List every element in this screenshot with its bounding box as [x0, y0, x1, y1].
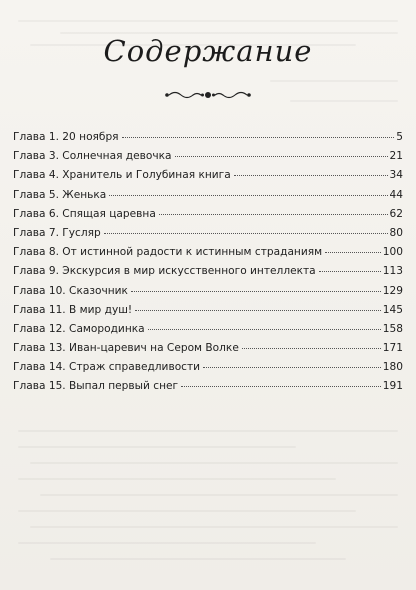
toc-entry[interactable] [13, 377, 403, 396]
toc-entry-page: 80 [389, 226, 403, 239]
show-through-line [18, 446, 296, 448]
show-through-line [18, 510, 356, 512]
toc-entry[interactable] [13, 320, 403, 339]
show-through-line [30, 526, 398, 528]
toc-entry[interactable] [13, 166, 403, 185]
dot-leader [104, 233, 388, 234]
show-through-line [18, 542, 316, 544]
show-through-line [18, 478, 336, 480]
toc-entry[interactable] [13, 243, 403, 262]
dot-leader [181, 386, 381, 387]
dot-leader [122, 137, 395, 138]
toc-entry-title: Глава 9. Экскурсия в мир искусственного интеллекта [13, 265, 316, 278]
show-through-line [30, 462, 398, 464]
toc-entry-title: Глава 7. Гусляр [13, 226, 101, 239]
toc-entry-title: Глава 13. Иван-царевич на Сером Волке [13, 342, 239, 355]
toc-entry-title: Глава 15. Выпал первый снег [13, 380, 179, 393]
toc-entry-title: Глава 8. От истинной радости к истинным страданиям [13, 246, 323, 259]
toc-entry-page: 158 [382, 322, 403, 335]
toc-entry-title: Глава 5. Женька [13, 188, 107, 201]
toc-entry[interactable] [13, 224, 403, 243]
toc-entry-page: 21 [389, 150, 403, 163]
toc-entry[interactable] [13, 128, 403, 147]
toc-entry-title: Глава 6. Спящая царевна [13, 207, 156, 220]
toc-entry[interactable] [13, 262, 403, 281]
show-through-line [40, 494, 398, 496]
dot-leader [148, 329, 381, 330]
show-through-line [50, 558, 346, 560]
toc-entry-page: 180 [382, 361, 403, 374]
show-through-line [290, 100, 398, 102]
toc-entry[interactable] [13, 301, 403, 320]
toc-entry-title: Глава 3. Солнечная девочка [13, 150, 172, 163]
dot-leader [234, 175, 388, 176]
dot-leader [175, 156, 388, 157]
toc-entry-page: 100 [382, 246, 403, 259]
toc-entry[interactable] [13, 282, 403, 301]
toc-entry-page: 171 [382, 342, 403, 355]
dot-leader [325, 252, 381, 253]
toc-entry-title: Глава 4. Хранитель и Голубиная книга [13, 169, 231, 182]
toc-entry[interactable] [13, 147, 403, 166]
flourish-ornament-icon [163, 88, 253, 102]
table-of-contents [13, 128, 403, 397]
toc-entry-title: Глава 10. Сказочник [13, 284, 128, 297]
toc-entry-title: Глава 14. Страж справедливости [13, 361, 201, 374]
dot-leader [131, 291, 381, 292]
page-title: Содержание [103, 34, 313, 68]
toc-entry[interactable] [13, 358, 403, 377]
show-through-line [18, 20, 398, 22]
toc-entry[interactable] [13, 339, 403, 358]
toc-entry[interactable] [13, 205, 403, 224]
toc-entry-page: 34 [389, 169, 403, 182]
dot-leader [319, 271, 381, 272]
toc-entry-title: Глава 11. В мир душ! [13, 303, 133, 316]
toc-entry-page: 44 [389, 188, 403, 201]
toc-entry-page: 191 [382, 380, 403, 393]
show-through-line [18, 430, 398, 432]
dot-leader [159, 214, 388, 215]
toc-entry-page: 62 [389, 207, 403, 220]
toc-entry-title: Глава 12. Самородинка [13, 322, 145, 335]
dot-leader [203, 367, 381, 368]
dot-leader [109, 195, 387, 196]
toc-entry-page: 145 [382, 303, 403, 316]
dot-leader [242, 348, 381, 349]
show-through-line [270, 80, 398, 82]
toc-entry-page: 5 [396, 131, 403, 143]
toc-entry-page: 113 [382, 265, 403, 278]
dot-leader [135, 310, 381, 311]
toc-entry[interactable] [13, 186, 403, 205]
toc-entry-title: Глава 1. 20 ноября [13, 131, 119, 143]
toc-entry-page: 129 [382, 284, 403, 297]
